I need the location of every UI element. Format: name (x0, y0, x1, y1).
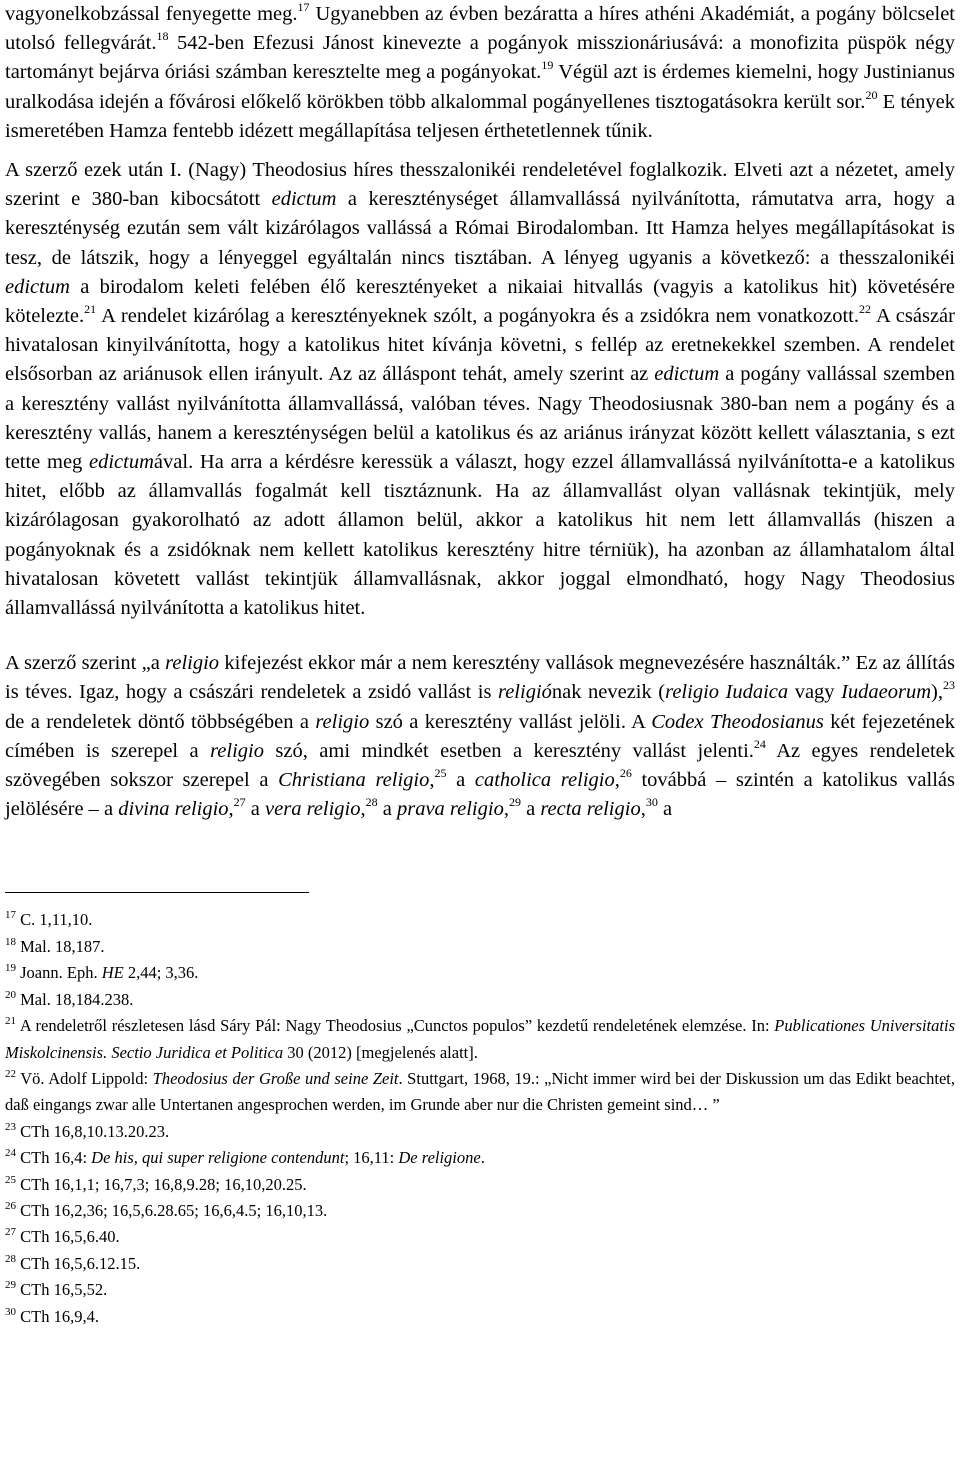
footnote-text: ; 16,11: (344, 1148, 399, 1168)
footnote-text: Mal. 18,184.238. (16, 989, 134, 1009)
footnote-number: 22 (5, 1067, 16, 1080)
italic-term: divina religio (118, 798, 229, 821)
footnote-25 (5, 1172, 955, 1198)
footnote-28 (5, 1251, 955, 1277)
footnote-italic: Publicationes Universitatis Miskolcinensis. Sectio Juridica et Politica (5, 1016, 955, 1062)
footnote-20 (5, 987, 955, 1013)
footnote-text: Vö. Adolf Lippold: (16, 1068, 153, 1088)
footnote-italic: HE (101, 963, 124, 983)
footnote-21 (5, 1013, 955, 1066)
footnote-ref-27: 27 (233, 795, 246, 810)
main-text (5, 0, 955, 824)
italic-term: recta religio (540, 798, 641, 821)
italic-term: Christiana religio (278, 769, 430, 792)
footnote-text: . Stuttgart, 1968, 19.: „Nicht immer wird bei der Diskussion um das Edikt beachtet, daß eingangs zwar alle Untertanen angesprochen werden, im Grunde aber nur die Christen gemeint sind… ” (5, 1068, 955, 1115)
text-run: E tények ismeretében Hamza fentebb idézett megállapítása teljesen érthetetlennek tűnik. (5, 90, 956, 142)
italic-term: Iudaeorum (841, 681, 932, 704)
text-run: , (503, 798, 509, 821)
text-run: szó a keresztény vallást jelöli. A (369, 710, 652, 733)
italic-term: edictum (654, 363, 720, 386)
footnote-ref-19: 19 (541, 58, 554, 73)
text-run: a birodalom keleti felében élő keresztényeket a nikaiai hitvallás (vagyis a katolikus hit) követésére kötelezte. (5, 275, 955, 328)
text-run: a kereszténységet államvallássá nyilvánította, rámutatva arra, hogy a kereszténység ezután sem vált kizárólagos vallássá a Római Birodalomban. Itt Hamza helyes megállapításokat is tesz, de látszik, hogy a lényeggel egyáltalán nincs tisztában. A lényeg ugyanis a következő: a thesszalonikéi (5, 188, 955, 269)
footnote-text: Mal. 18,187. (16, 936, 105, 956)
italic-term: religio Iudaica (665, 681, 789, 704)
footnotes (5, 907, 955, 1330)
footnote-text: CTh 16,9,4. (16, 1306, 99, 1326)
italic-term: catholica religio (474, 769, 615, 792)
footnote-number: 18 (5, 935, 16, 948)
italic-term: vera religio (265, 798, 361, 821)
italic-term: edictum (5, 275, 70, 298)
text-run: a (657, 798, 673, 821)
text-run: a (245, 798, 266, 821)
italic-term: religio (210, 739, 264, 762)
footnote-ref-20: 20 (865, 87, 878, 102)
italic-term: prava religio (396, 798, 504, 821)
footnote-number: 28 (5, 1252, 16, 1265)
footnote-text: CTh 16,2,36; 16,5,6.28.65; 16,6,4.5; 16,10,13. (16, 1200, 328, 1220)
italic-term: edictum (89, 451, 154, 474)
footnote-text: 2,44; 3,36. (123, 963, 199, 983)
footnote-italic: De his, qui super religione contendunt (91, 1148, 345, 1168)
footnote-number: 21 (5, 1015, 16, 1028)
footnote-number: 25 (5, 1173, 16, 1186)
footnote-17 (5, 907, 955, 933)
text-run: szó, ami mindkét esetben a keresztény vallást jelenti. (263, 739, 754, 762)
text-run: A rendelet kizárólag a keresztényeknek szólt, a pogányokra és a zsidókra nem vonatkozott. (96, 305, 859, 328)
footnote-number: 27 (5, 1226, 16, 1239)
footnote-ref-17: 17 (297, 0, 310, 14)
footnote-text: . (480, 1148, 485, 1168)
footnote-18 (5, 934, 955, 960)
footnote-ref-23: 23 (943, 678, 955, 693)
footnote-number: 30 (5, 1305, 16, 1318)
footnote-text: C. 1,11,10. (16, 910, 93, 930)
text-run: vagy (788, 681, 842, 704)
footnote-number: 26 (5, 1199, 16, 1212)
footnote-27 (5, 1224, 955, 1250)
text-run: két fejezetének címében is szerepel a (5, 710, 955, 762)
italic-term: religio (315, 710, 370, 733)
footnote-number: 20 (5, 988, 16, 1001)
text-run: továbbá – szintén a katolikus vallás jelölésére – a (5, 769, 956, 821)
text-run: , (640, 798, 646, 821)
text-run: 542-ben Efezusi Jánost kinevezte a pogányok misszionáriusává: a monofizita püspök négy tartományt bejárva óriási számban keresztelte meg a pogányokat. (5, 32, 955, 84)
footnote-ref-29: 29 (508, 795, 521, 810)
text-run: kifejezést ekkor már a nem keresztény vallások megnevezésére használták.” Ez az állítás is téves. Igaz, hogy a császári rendeletek a zsidó vallást is (5, 652, 955, 704)
footnote-ref-24: 24 (753, 736, 766, 751)
footnote-text: CTh 16,4: (16, 1148, 92, 1168)
text-run: a (446, 769, 475, 792)
footnote-number: 17 (5, 909, 16, 922)
text-run: , (228, 798, 234, 821)
italic-term: edictum (271, 188, 337, 211)
italic-term: Codex Theodosianus (651, 710, 824, 733)
footnote-19 (5, 960, 955, 986)
footnote-text: 30 (2012) [megjelenés alatt]. (283, 1042, 478, 1062)
footnote-number: 24 (5, 1147, 16, 1160)
text-run: nak nevezik ( (551, 681, 666, 704)
footnote-text: CTh 16,5,6.40. (16, 1227, 120, 1247)
footnote-number: 23 (5, 1120, 16, 1133)
text-run: Végül azt is érdemes kiemelni, hogy Justinianus uralkodása idején a fővárosi előkelő körökben több alkalommal pogányellenes tisztogatásokra került sor. (5, 61, 955, 113)
footnote-ref-22: 22 (858, 302, 871, 317)
text-run: a pogány vallással szemben a keresztény vallást nyilvánította államvallássá, valóban téves. Nagy Theodosiusnak 380-ban nem a pogány és a keresztény vallás, hanem a kereszténységen belül a katolikus és az ariánus irányzat között kellett választania, s ezt tette meg (5, 363, 955, 474)
italic-term: religio (165, 652, 220, 675)
footnote-26 (5, 1198, 955, 1224)
footnote-29 (5, 1277, 955, 1303)
paragraph-3 (5, 649, 955, 824)
italic-term: religió (497, 681, 552, 704)
text-run: , (614, 769, 620, 792)
paragraph-1 (5, 0, 955, 146)
footnote-24 (5, 1145, 955, 1171)
footnote-italic: Theodosius der Große und seine Zeit (152, 1068, 399, 1088)
footnote-22 (5, 1066, 955, 1119)
footnote-text: A rendeletről részletesen lásd Sáry Pál: Nagy Theodosius „Cunctos populos” kezdetű rendeletének elemzése. In: (16, 1016, 775, 1036)
footnote-ref-28: 28 (365, 795, 378, 810)
text-run: a (520, 798, 541, 821)
footnote-number: 29 (5, 1279, 16, 1292)
text-run: a (377, 798, 397, 821)
text-run: Ugyanebben az évben bezáratta a híres athéni Akadémiát, a pogány bölcselet utolsó fellegvárát. (5, 3, 955, 55)
text-run: de a rendeletek döntő többségében a (5, 710, 316, 733)
text-run: , (360, 798, 366, 821)
text-run: vagyonelkobzással fenyegette meg. (5, 3, 298, 25)
text-run: A szerző szerint „a (5, 652, 166, 675)
footnote-ref-21: 21 (84, 302, 97, 317)
footnote-ref-18: 18 (156, 29, 169, 44)
text-run: A szerző ezek után I. (Nagy) Theodosius híres thesszalonikéi rendeletével foglalkozik. Elveti azt a nézetet, amely szerint e 380-ban kibocsátott (5, 159, 955, 211)
footnote-ref-26: 26 (619, 766, 632, 781)
footnote-text: CTh 16,5,52. (16, 1280, 108, 1300)
footnote-23 (5, 1119, 955, 1145)
footnote-30 (5, 1304, 955, 1330)
text-run: Az egyes rendeletek szövegében sokszor szerepel a (5, 739, 955, 792)
footnote-text: CTh 16,5,6.12.15. (16, 1253, 141, 1273)
text-run: ával. Ha arra a kérdésre keressük a választ, hogy ezzel államvallássá nyilvánította-e a katolikus hitet, előbb az államvallás fogalmát kell tisztáznunk. Ha az államvallást olyan vallásnak tekintjük, mely kizárólagosan gyakorolható az adott államon belül, akkor a katolikus hit nem lett államvallás (hiszen a pogányoknak és a zsidóknak nem kellett katolikus keresztény hitre térniük), ha azonban az államhatalom által hivatalosan követett vallást tekintjük államvallásnak, akkor joggal elmondható, hogy Nagy Theodosius államvallássá nyilvánította a katolikus hitet. (5, 451, 955, 620)
footnote-separator (5, 892, 309, 893)
footnote-text: Joann. Eph. (16, 963, 102, 983)
text-run: A császár hivatalosan kinyilvánította, hogy a katolikus hitet kívánja követni, s fellép az eretnekekkel szemben. A rendelet elsősorban az ariánusok ellen irányult. Az az álláspont tehát, amely szerint az (5, 305, 955, 386)
text-run: ), (931, 681, 943, 704)
text-run: , (429, 769, 435, 792)
paragraph-2 (5, 156, 955, 623)
footnote-ref-30: 30 (645, 795, 658, 810)
footnote-number: 19 (5, 962, 16, 975)
footnote-ref-25: 25 (434, 766, 447, 781)
footnote-text: CTh 16,8,10.13.20.23. (16, 1121, 170, 1141)
footnote-italic: De religione (398, 1148, 481, 1168)
footnote-text: CTh 16,1,1; 16,7,3; 16,8,9.28; 16,10,20.25. (16, 1174, 307, 1194)
